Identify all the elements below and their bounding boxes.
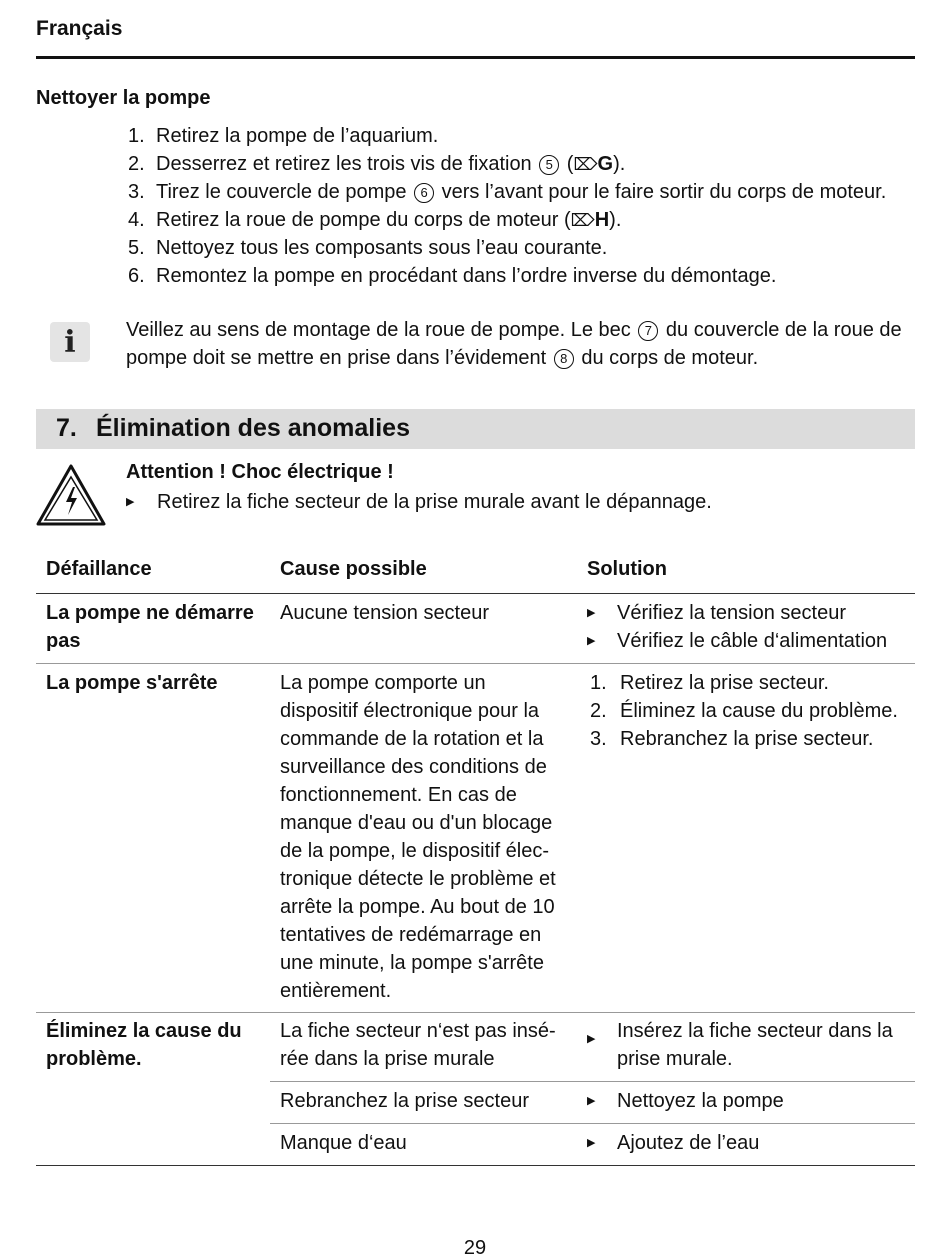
solution-text: Vérifiez le câble d‘alimentation xyxy=(617,630,888,652)
step-number: 6. xyxy=(128,265,145,287)
table-cell-solution xyxy=(587,1087,915,1115)
cleaning-title: Nettoyer la pompe xyxy=(36,87,211,109)
figure-reference: G xyxy=(597,153,614,175)
step-number: 1. xyxy=(128,125,145,147)
warning-item xyxy=(126,488,712,516)
table-cell-solution xyxy=(590,669,915,753)
callout-number: 6 xyxy=(414,183,434,203)
chapter-title-text: Élimination des anomalies xyxy=(96,414,410,442)
solution-text: Ajoutez de l’eau xyxy=(617,1132,760,1154)
page-number: 29 xyxy=(463,1237,487,1259)
table-cell-cause: La fiche secteur n‘est pas insé-rée dans la prise murale xyxy=(280,1020,556,1070)
figure-reference-icon: ⌦ xyxy=(573,155,598,174)
callout-number: 8 xyxy=(554,349,574,369)
electric-shock-warning-icon xyxy=(35,463,107,527)
callout-number: 5 xyxy=(539,155,559,175)
table-divider xyxy=(36,593,915,594)
list-item xyxy=(128,122,886,150)
chapter-title xyxy=(56,414,410,443)
column-header-cause: Cause possible xyxy=(280,558,427,580)
language-header: Français xyxy=(36,17,123,40)
bullet-triangle-icon: ▶ xyxy=(587,1137,596,1149)
solution-text: Retirez la prise secteur. xyxy=(620,672,829,694)
step-number: 1. xyxy=(590,672,607,694)
step-text: Retirez la pompe de l’aquarium. xyxy=(156,125,439,147)
bullet-triangle-icon: ▶ xyxy=(587,635,596,647)
solution-text: Éliminez la cause du problème. xyxy=(620,700,898,722)
solution-text: Nettoyez la pompe xyxy=(617,1090,784,1112)
list-item xyxy=(587,1087,915,1115)
warning-text: Retirez la fiche secteur de la prise murale avant le dépannage. xyxy=(157,491,712,513)
figure-reference: H xyxy=(594,209,610,231)
callout-number: 7 xyxy=(638,321,658,341)
list-item xyxy=(590,725,915,753)
table-cell-cause: Aucune tension secteur xyxy=(280,602,490,624)
list-item xyxy=(590,669,915,697)
list-item xyxy=(128,234,886,262)
info-text: du couvercle de la roue de pompe doit se mettre en prise dans l’évidement xyxy=(126,319,902,369)
step-text: Nettoyez tous les composants sous l’eau courante. xyxy=(156,237,608,259)
table-cell-cause: Manque d‘eau xyxy=(280,1132,407,1154)
solution-text: Rebranchez la prise secteur. xyxy=(620,728,874,750)
info-note xyxy=(126,316,916,372)
list-item: 2. Desserrez et retirez les trois vis de fixation 5 (⌦G). xyxy=(128,150,886,178)
table-cell-fault: Éliminez la cause du problème. xyxy=(46,1020,242,1070)
step-number: 3. xyxy=(128,181,145,203)
step-number: 2. xyxy=(590,700,607,722)
table-divider xyxy=(36,1012,915,1013)
header-divider xyxy=(36,56,915,59)
list-item xyxy=(587,1129,915,1157)
step-text: Remontez la pompe en procédant dans l’ordre inverse du démontage. xyxy=(156,265,777,287)
step-text: Desserrez et retirez les trois vis de fixation xyxy=(156,153,532,175)
table-cell-cause: Rebranchez la prise secteur xyxy=(280,1090,530,1112)
list-item xyxy=(587,1017,915,1073)
table-cell-fault: La pompe ne démarre pas xyxy=(46,602,254,652)
solution-text: Insérez la fiche secteur dans la prise murale. xyxy=(617,1020,893,1070)
figure-reference-icon: ⌦ xyxy=(570,211,595,230)
table-divider xyxy=(270,1081,915,1082)
table-cell-fault: La pompe s'arrête xyxy=(46,672,218,694)
list-item: 4. Retirez la roue de pompe du corps de moteur (⌦H). xyxy=(128,206,886,234)
table-cell-solution xyxy=(587,1129,915,1157)
step-number: 5. xyxy=(128,237,145,259)
step-number: 2. xyxy=(128,153,145,175)
chapter-number: 7. xyxy=(56,414,77,442)
table-cell-cause: La pompe comporte un dispositif électronique pour la commande de la rotation et la surveillance des conditions de fonctionnement. En cas de manque d'eau ou d'un blocage de la pompe, le dispositif élec-tronique détecte le problème et arrête la pompe. Au bout de 10 tentatives de redémarrage en une minute, la pompe s'arrête entièrement. xyxy=(280,672,556,1002)
bullet-triangle-icon: ▶ xyxy=(587,607,596,619)
table-cell-solution xyxy=(587,599,915,655)
table-bottom-rule xyxy=(36,1165,915,1166)
info-text: Veillez au sens de montage de la roue de pompe. Le bec xyxy=(126,319,631,341)
list-item xyxy=(590,697,915,725)
step-number: 4. xyxy=(128,209,145,231)
table-divider xyxy=(270,1123,915,1124)
cleaning-steps xyxy=(128,122,886,290)
table-cell-solution xyxy=(587,1017,915,1073)
column-header-fault: Défaillance xyxy=(46,558,152,580)
info-text: du corps de moteur. xyxy=(581,347,759,369)
step-text: Retirez la roue de pompe du corps de moteur xyxy=(156,209,559,231)
list-item xyxy=(587,599,915,627)
step-number: 3. xyxy=(590,728,607,750)
list-item xyxy=(587,627,915,655)
column-header-solution: Solution xyxy=(587,558,667,580)
info-icon: i xyxy=(50,322,90,362)
bullet-triangle-icon: ▶ xyxy=(126,496,135,508)
step-text: Tirez le couvercle de pompe xyxy=(156,181,407,203)
warning-title: Attention ! Choc électrique ! xyxy=(126,461,394,483)
list-item xyxy=(128,262,886,290)
table-divider xyxy=(36,663,915,664)
solution-text: Vérifiez la tension secteur xyxy=(617,602,847,624)
bullet-triangle-icon: ▶ xyxy=(587,1033,596,1045)
list-item xyxy=(128,178,886,206)
bullet-triangle-icon: ▶ xyxy=(587,1095,596,1107)
step-text: vers l’avant pour le faire sortir du corps de moteur. xyxy=(441,181,887,203)
